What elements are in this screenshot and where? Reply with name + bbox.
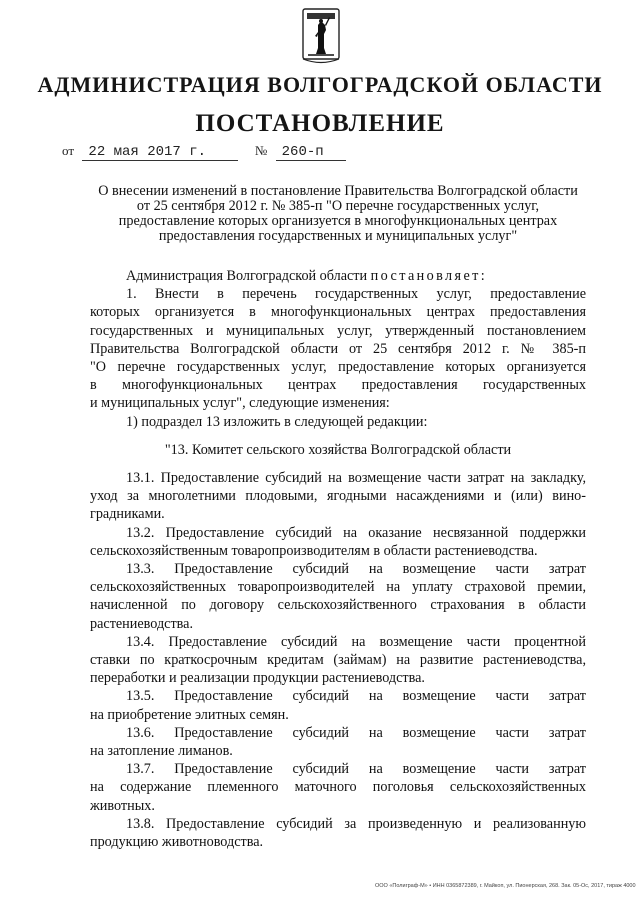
service-line: продукцию животноводства. (90, 834, 264, 851)
service-line: 13.2. Предоставление субсидий на оказание несвязанной поддержки (126, 524, 586, 541)
preamble (90, 267, 586, 285)
service-line: ставки по краткосрочным кредитам (займам) на развитие растениеводства, (90, 652, 586, 669)
service-line: 13.8. Предоставление субсидий за произведенную и реализованную (126, 815, 586, 832)
document-date: 22 мая 2017 г. (82, 144, 238, 161)
service-line: 13.4. Предоставление субсидий на возмещение части процентной (126, 633, 586, 650)
service-line: 13.3. Предоставление субсидий на возмещение части затрат (126, 561, 586, 578)
document-body (90, 267, 586, 851)
service-line: 13.7. Предоставление субсидий на возмещение части затрат (126, 761, 586, 778)
service-13-2 (90, 524, 586, 560)
service-line: растениеводства. (90, 615, 194, 632)
item1-line: и муниципальных услуг", следующие изменения: (90, 395, 390, 412)
service-13-7 (90, 760, 586, 815)
subitem-1: 1) подраздел 13 изложить в следующей редакции: (126, 413, 428, 430)
printer-imprint: ООО «Полиграф-М» • ИНН 0365872389, г. Майкоп, ул. Пионерская, 268. Зак. 05-Ос, 2017, тираж 4000 (375, 883, 636, 889)
service-line: начисленной по договору сельскохозяйственного страхования в области (90, 597, 586, 614)
organization-name: АДМИНИСТРАЦИЯ ВОЛГОГРАДСКОЙ ОБЛАСТИ (37, 72, 603, 97)
service-line: на содержание племенного маточного поголовья сельскохозяйственных (90, 779, 586, 796)
item1-line: Правительства Волгоградской области от 25 сентября 2012 г. № 385-п (90, 340, 586, 357)
service-13-6 (90, 724, 586, 760)
service-line: 13.6. Предоставление субсидий на возмещение части затрат (126, 724, 586, 741)
service-line: градниками. (90, 506, 165, 523)
service-line: уход за многолетними плодовыми, ягодными насаждениями и (или) вино- (90, 488, 586, 505)
service-line: переработки и реализации продукции растениеводства. (90, 670, 425, 687)
service-line: сельскохозяйственных товаропроизводителей на уплату страховой премии, (90, 579, 586, 596)
coat-of-arms-icon (302, 8, 340, 64)
document-title (90, 184, 586, 244)
item1-line: государственных и муниципальных услуг, утвержденный постановлением (90, 322, 586, 339)
service-13-5 (90, 687, 586, 723)
item1-line: "О перечне государственных услуг, предоставление которых организуется (90, 359, 586, 376)
service-13-4 (90, 633, 586, 688)
document-number: 260-п (276, 144, 346, 161)
document-dateline (62, 143, 346, 161)
item1-line: 1. Внести в перечень государственных услуг, предоставление (126, 286, 586, 303)
service-13-1 (90, 469, 586, 524)
title-line: предоставление которых организуется в многофункциональных центрах (118, 213, 558, 229)
service-line: 13.1. Предоставление субсидий на возмещение части затрат на закладку, (126, 470, 586, 487)
section-heading: "13. Комитет сельского хозяйства Волгоградской области (164, 441, 512, 458)
service-line: сельскохозяйственным товаропроизводителям в области растениеводства. (90, 542, 538, 559)
title-line: О внесении изменений в постановление Правительства Волгоградской области (98, 183, 578, 199)
date-prefix: от (62, 143, 75, 158)
title-line: от 25 сентября 2012 г. № 385-п "О перечне государственных услуг, (136, 198, 540, 214)
item1-line: которых организуется в многофункциональных центрах предоставления (90, 304, 586, 321)
preamble-verb: постановляет: (370, 268, 488, 284)
service-line: на приобретение элитных семян. (90, 706, 289, 723)
service-line: 13.5. Предоставление субсидий на возмещение части затрат (126, 688, 586, 705)
item1-line: в многофункциональных центрах предоставления государственных (90, 377, 586, 394)
title-line: предоставления государственных и муниципальных услуг" (158, 228, 518, 244)
service-line: на затопление лиманов. (90, 743, 233, 760)
document-type: ПОСТАНОВЛЕНИЕ (195, 110, 445, 137)
service-13-3 (90, 560, 586, 633)
number-prefix: № (254, 143, 268, 158)
service-13-8 (90, 815, 586, 851)
service-line: животных. (90, 797, 155, 814)
preamble-text: Администрация Волгоградской области (126, 268, 368, 284)
